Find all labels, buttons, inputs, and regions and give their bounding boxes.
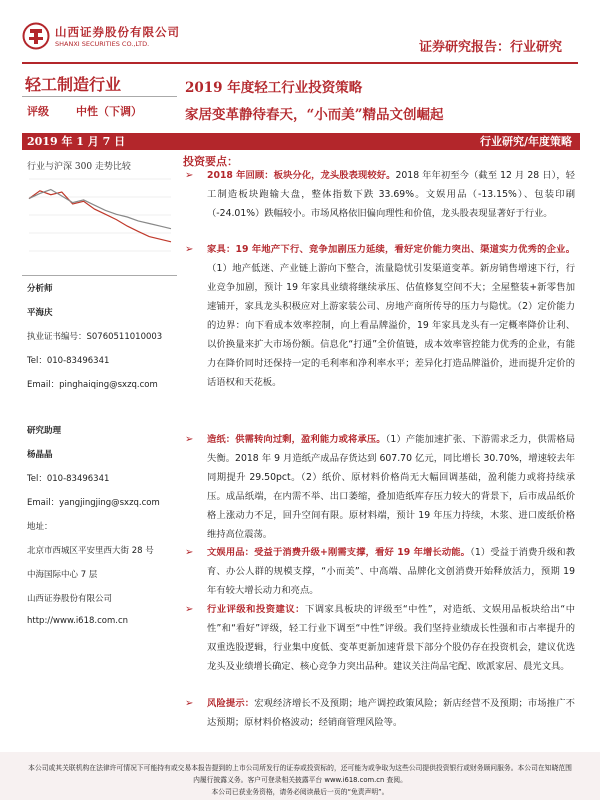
series-line-csi300 bbox=[29, 190, 171, 229]
analyst-label: 分析师 bbox=[27, 284, 53, 294]
key-points-title: 投资要点： bbox=[183, 155, 238, 168]
analyst-tel: Tel：010-83496341 bbox=[27, 356, 110, 366]
series-line-industry bbox=[29, 191, 171, 242]
trend-chart bbox=[25, 175, 175, 255]
assistant-label: 研究助理 bbox=[27, 426, 62, 436]
key-point-paragraph: ➢ 造纸：供需转向过剩，盈利能力或将承压。（1）产能加速扩张、下游需求乏力，供需格局失衡。2018 年 9 月造纸产成品存货达到 607.70 亿元，同比增长 30.70%，增速较去年同期提升 29.50pct。（2）纸价、原材料价格尚无大幅回调基础，盈利能力或将持续承压。成品纸端，在内需不举、出口萎缩，叠加造纸库存压力较大的背景下，后市成品纸价格上涨动力不足，回升空间有限。原材料端，预计 19 年压力持续，木浆、进口废纸价格维持高位震荡。 bbox=[185, 430, 575, 544]
company-name-en: SHANXI SECURITIES CO.,LTD. bbox=[55, 40, 150, 48]
assistant-email[interactable]: Email：yangjingjing@sxzq.com bbox=[27, 498, 160, 508]
rating-value: 中性（下调） bbox=[76, 105, 142, 118]
assistant-tel: Tel：010-83496341 bbox=[27, 474, 110, 484]
company-name: 山西证券股份有限公司 bbox=[27, 594, 113, 604]
report-category: 行业研究/年度策略 bbox=[182, 133, 580, 150]
industry-name: 轻工制造行业 bbox=[25, 75, 122, 94]
report-date: 2019 年 1 月 7 日 bbox=[22, 133, 182, 150]
address-label: 地址： bbox=[27, 522, 53, 532]
chart-title: 行业与沪深 300 走势比较 bbox=[27, 162, 131, 172]
rating-label: 评级 bbox=[27, 105, 49, 118]
sidebar-divider bbox=[22, 275, 177, 276]
website-link[interactable]: http://www.i618.com.cn bbox=[27, 616, 129, 626]
arrow-bullet-icon: ➢ bbox=[185, 698, 194, 709]
footer-line2: 本公司已获业务资格，请务必阅读最后一页的“免责声明”。 bbox=[211, 788, 389, 796]
analyst-cert: 执业证书编号：S0760511010003 bbox=[27, 332, 163, 342]
address-line1: 北京市西城区平安里西大街 28 号 bbox=[27, 546, 154, 556]
sidebar-divider bbox=[22, 96, 177, 97]
page-title: 2019 年度轻工行业投资策略 bbox=[185, 80, 363, 96]
arrow-bullet-icon: ➢ bbox=[185, 170, 194, 181]
company-logo-icon bbox=[22, 22, 50, 50]
address-line2: 中海国际中心 7 层 bbox=[27, 570, 98, 580]
key-point-paragraph: ➢ 风险提示：宏观经济增长不及预期；地产调控政策风险；新店经营不及预期；市场推广不达预期；原材料价格波动；经销商管理风险等。 bbox=[185, 694, 575, 732]
arrow-bullet-icon: ➢ bbox=[185, 547, 194, 558]
key-point-paragraph: ➢ 行业评级和投资建议：下调家具板块的评级至“中性”，对造纸、文娱用品板块给出“中性”和“看好”评级，轻工行业下调至“中性”评级。我们坚持业绩成长性强和市占率提升的双重选股逻辑，行业集中度低、变革更新加速背景下部分个股仍存在投资机会，建议优选龙头及业绩增长确定、核心竞争力突出品种。建议关注尚品宅配、欧派家居、晨光文具。 bbox=[185, 600, 575, 676]
header-divider bbox=[22, 62, 578, 64]
company-name-cn: 山西证券股份有限公司 bbox=[55, 25, 180, 39]
report-type: 证券研究报告：行业研究 bbox=[418, 40, 562, 55]
arrow-bullet-icon: ➢ bbox=[185, 434, 194, 445]
footer-line1: 本公司或其关联机构在法律许可情况下可能持有或交易本报告提到的上市公司所发行的证券或投资标的，还可能为或争取为这些公司提供投资银行或财务顾问服务。本公司在知晓范围内履行披露义务。客户可登录相关披露平台 www.i618.com.cn 查阅。 bbox=[28, 764, 572, 784]
analyst-name: 平海庆 bbox=[27, 308, 53, 318]
key-point-paragraph: ➢ 文娱用品：受益于消费升级+刚需支撑，看好 19 年增长动能。（1）受益于消费升级和教育、办公人群的规模支撑，“小而美”、中高端、品牌化文创消费开始释放活力，预期 19 年有较大增长动力和亮点。 bbox=[185, 543, 575, 600]
footer-disclaimer bbox=[28, 762, 572, 798]
arrow-bullet-icon: ➢ bbox=[185, 604, 194, 615]
arrow-bullet-icon: ➢ bbox=[185, 244, 194, 255]
analyst-email[interactable]: Email：pinghaiqing@sxzq.com bbox=[27, 380, 158, 390]
key-point-paragraph: ➢ 2018 年回顾：板块分化，龙头股表现较好。2018 年年初至今（截至 12 月 28 日），轻工制造板块跑输大盘，整体指数下跌 33.69%。文娱用品（-13.15%）、包装印刷（-24.01%）跌幅较小。市场风格依旧偏向理性和价值，龙头股表现显著好于行业。 bbox=[185, 166, 575, 223]
key-point-paragraph: ➢ 家具：19 年地产下行、竞争加剧压力延续，看好定价能力突出、渠道实力优秀的企业。（1）地产低迷、产业链上游向下整合，流量隐忧引发渠道变革。新房销售增速下行，行业竞争加剧，预计 19 年家具业绩将继续承压、估值修复空间不大；全屋整装+新零售加速铺开，家具龙头积极应对上游家装公司、房地产商所传导的压力与隐忧。（2）定价能力的边界：向下看成本效率控制，向上看品牌溢价，19 年家具龙头有一定概率降价让利、以价换量来扩大市场份额。信息化“打通”全价值链，成本效率管控能力优秀的企业，有能力在降价同时还保持一定的毛利率和净利率水平；差异化打造品牌溢价，进而提升定价的话语权和天花板。 bbox=[185, 240, 575, 392]
assistant-name: 杨晶晶 bbox=[27, 450, 53, 460]
page-subtitle: 家居变革静待春天，“小而美”精品文创崛起 bbox=[185, 107, 444, 123]
